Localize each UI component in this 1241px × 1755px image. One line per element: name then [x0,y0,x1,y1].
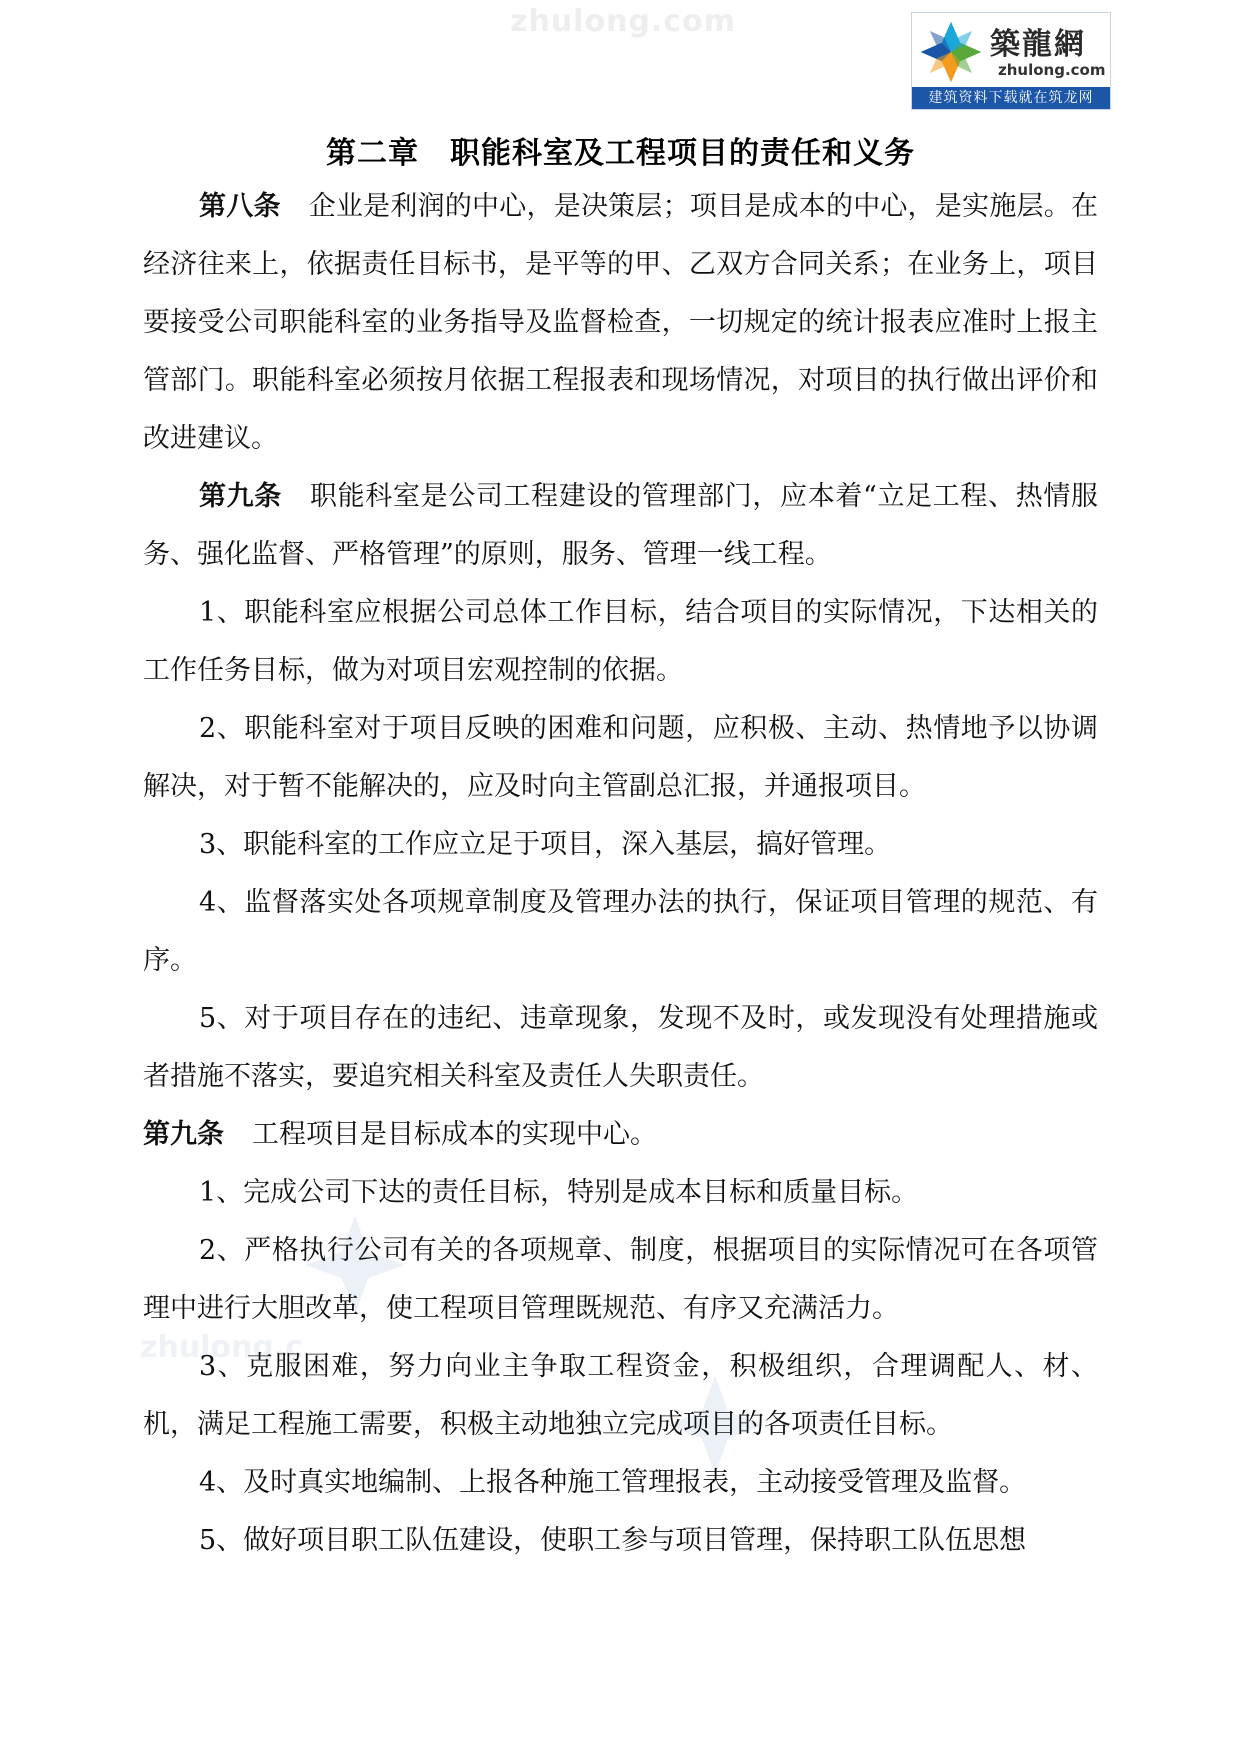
list-item-paragraph [143,700,1098,816]
chapter-title: 第二章 职能科室及工程项目的责任和义务 [326,136,915,171]
article-paragraph [143,178,1098,468]
article-label: 第九条 [199,481,282,512]
paragraph-text: 2、严格执行公司有关的各项规章、制度，根据项目的实际情况可在各项管理中进行大胆改革，使工程项目管理既规范、有序又充满活力。 [143,1235,1098,1324]
paragraph-text: 1、职能科室应根据公司总体工作目标，结合项目的实际情况，下达相关的工作任务目标，做为对项目宏观控制的依据。 [143,597,1098,686]
document-body [143,178,1098,1570]
paragraph-text: 企业是利润的中心，是决策层；项目是成本的中心，是实施层。在经济往来上，依据责任目标书，是平等的甲、乙双方合同关系；在业务上，项目要接受公司职能科室的业务指导及监督检查，一切规定的统计报表应准时上报主管部门。职能科室必须按月依据工程报表和现场情况，对项目的执行做出评价和改进建议。 [143,191,1099,454]
paragraph-text: 工程项目是目标成本的实现中心。 [252,1119,657,1150]
list-item-paragraph [143,1164,1098,1222]
paragraph-text: 5、对于项目存在的违纪、违章现象，发现不及时，或发现没有处理措施或者措施不落实，要追究相关科室及责任人失职责任。 [143,1003,1098,1092]
list-item-paragraph [143,584,1098,700]
article-label: 第八条 [199,191,281,222]
list-item-paragraph [143,1338,1098,1454]
zhulong-logo-icon [918,19,984,85]
paragraph-text: 3、克服困难，努力向业主争取工程资金，积极组织，合理调配人、材、机，满足工程施工需要，积极主动地独立完成项目的各项责任目标。 [143,1351,1098,1440]
list-item-paragraph [143,1512,1098,1570]
paragraph-text: 4、监督落实处各项规章制度及管理办法的执行，保证项目管理的规范、有序。 [143,887,1098,976]
paragraph-text: 5、做好项目职工队伍建设，使职工参与项目管理，保持职工队伍思想 [199,1525,1027,1556]
list-item-paragraph [143,1454,1098,1512]
paragraph-text: 1、完成公司下达的责任目标，特别是成本目标和质量目标。 [199,1177,919,1208]
article-paragraph [143,468,1098,584]
site-logo [911,12,1111,110]
list-item-paragraph [143,816,1098,874]
article-paragraph [143,1106,1098,1164]
list-item-paragraph [143,1222,1098,1338]
list-item-paragraph [143,990,1098,1106]
paragraph-text: 4、及时真实地编制、上报各种施工管理报表，主动接受管理及监督。 [199,1467,1027,1498]
article-label: 第九条 [143,1119,224,1150]
watermark-top: zhulong.com [510,4,736,39]
watermark-middle: zhulong.c [140,1330,304,1365]
paragraph-text: 3、职能科室的工作应立足于项目，深入基层，搞好管理。 [199,829,892,860]
logo-banner: 建筑资料下载就在筑龙网 [912,87,1110,109]
logo-title: 築龍網 [990,27,1086,62]
list-item-paragraph [143,874,1098,990]
paragraph-text: 2、职能科室对于项目反映的困难和问题，应积极、主动、热情地予以协调解决，对于暂不能解决的，应及时向主管副总汇报，并通报项目。 [143,713,1098,802]
paragraph-text: 职能科室是公司工程建设的管理部门，应本着“立足工程、热情服务、强化监督、严格管理”的原则，服务、管理一线工程。 [143,481,1099,570]
logo-domain: zhulong.com [998,61,1106,79]
